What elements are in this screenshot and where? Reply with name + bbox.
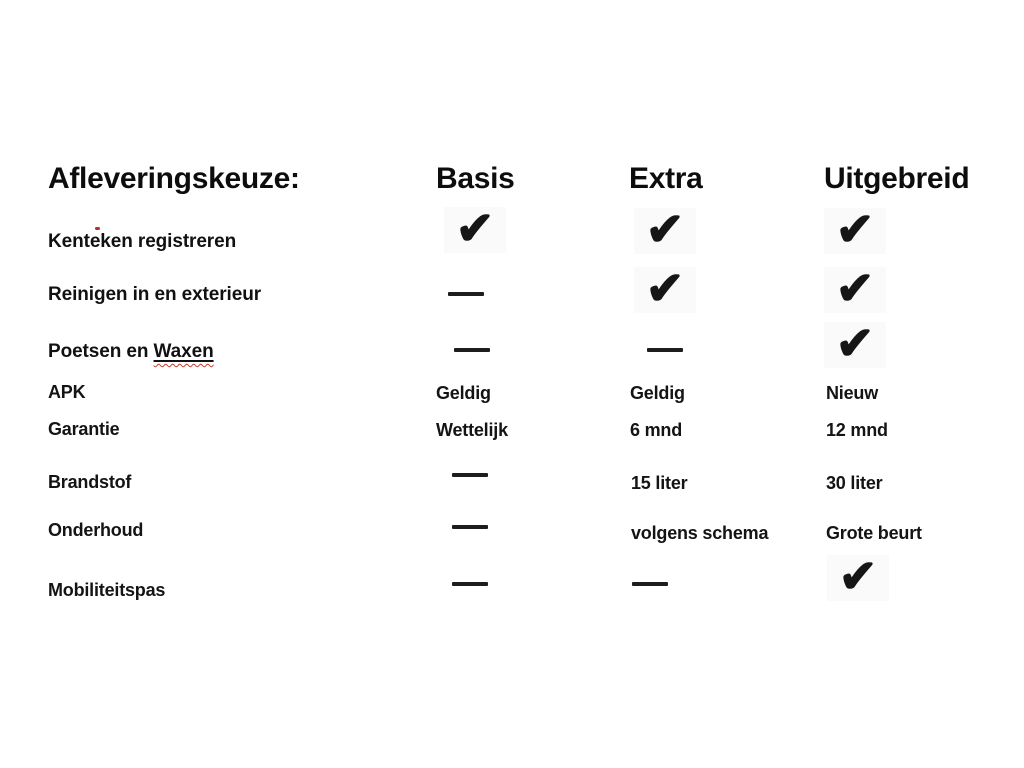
dash-icon	[452, 582, 488, 586]
row-label-onderhoud: Onderhoud	[48, 520, 144, 540]
table-row	[444, 202, 506, 254]
column-header-basis: Basis	[436, 162, 515, 195]
cell-value: 30 liter	[826, 473, 883, 493]
row-label-prefix: Poetsen en	[48, 341, 154, 362]
checkmark-icon: ✔	[645, 262, 685, 314]
checkmark-icon: ✔	[835, 317, 875, 369]
row-label-reinigen: Reinigen in en exterieur	[48, 284, 261, 305]
spellcheck-dot	[95, 227, 100, 230]
dash-icon	[454, 348, 490, 352]
cell-value: Nieuw	[826, 383, 879, 403]
cell-value: 15 liter	[631, 473, 688, 493]
row-label-kenteken-registreren: Kenteken registreren	[48, 231, 237, 252]
row-label-mobiliteitspas: Mobiliteitspas	[48, 580, 166, 600]
row-label-garantie: Garantie	[48, 419, 120, 439]
column-header-uitgebreid: Uitgebreid	[824, 162, 970, 195]
cell-value: Wettelijk	[436, 420, 508, 440]
table-row	[827, 550, 889, 602]
checkmark-icon: ✔	[455, 202, 495, 254]
row-label-poetsen	[48, 341, 214, 363]
cell-value: Grote beurt	[826, 523, 922, 543]
table-row	[634, 203, 696, 255]
dash-icon	[452, 473, 488, 477]
underlined-word	[154, 341, 214, 362]
dash-icon	[632, 582, 668, 586]
spellcheck-underlined-word: Waxen	[153, 341, 214, 362]
dash-icon	[448, 292, 484, 296]
cell-value: volgens schema	[631, 523, 769, 543]
table-row	[824, 317, 886, 369]
checkmark-icon: ✔	[835, 203, 875, 255]
checkmark-icon: ✔	[645, 203, 685, 255]
dash-icon	[647, 348, 683, 352]
checkmark-icon: ✔	[838, 550, 878, 602]
table-row	[824, 262, 886, 314]
row-label-apk: APK	[48, 382, 86, 402]
column-header-extra: Extra	[629, 162, 703, 195]
cell-value: 12 mnd	[826, 420, 888, 440]
cell-value: Geldig	[630, 383, 685, 403]
cell-value: Geldig	[436, 383, 491, 403]
row-label-brandstof: Brandstof	[48, 472, 132, 492]
checkmark-icon: ✔	[835, 262, 875, 314]
table-row	[824, 203, 886, 255]
table-row	[634, 262, 696, 314]
dash-icon	[452, 525, 488, 529]
cell-value: 6 mnd	[630, 420, 683, 440]
page-title: Afleveringskeuze:	[48, 162, 300, 195]
